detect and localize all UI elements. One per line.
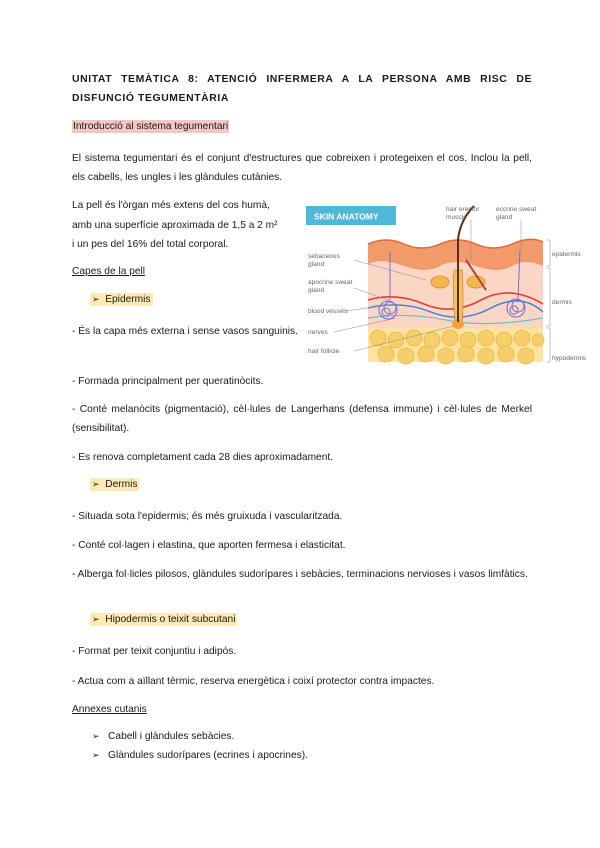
dermis-heading-text: Dermis <box>105 479 138 490</box>
dermis-heading <box>90 479 139 490</box>
svg-text:gland: gland <box>308 287 325 294</box>
epidermis-p3: - Conté melanòcits (pigmentació), cèl·lules de Langerhans (defensa immune) i cèl·lules de Merkel (sensibilitat). <box>72 404 532 434</box>
skin-line-1: La pell és l'òrgan més extens del cos humà, <box>72 200 270 211</box>
arrow-icon: ➢ <box>92 294 100 304</box>
hipodermis-p1: - Format per teixit conjuntiu i adipós. <box>72 646 237 657</box>
label-epidermis: epidermis <box>552 251 581 258</box>
dermis-p3: - Alberga fol·licles pilosos, glàndules sudorípares i sebàcies, terminacions nervioses i vasos limfàtics. <box>72 569 528 580</box>
list-item-text: Glàndules sudorípares (ecrines i apocrines). <box>108 750 308 761</box>
hipodermis-p2: - Actua com a aïllant tèrmic, reserva energètica i coixí protector contra impactes. <box>72 676 435 687</box>
skin-paragraph <box>72 196 302 255</box>
intro-paragraph: El sistema tegumentari és el conjunt d'estructures que cobreixen i protegeixen el cos. Inclou la pell, els cabells, les ungles i les glàndules cutànies. <box>72 153 532 183</box>
annexes-heading: Annexes cutanis <box>72 704 147 715</box>
page-title <box>72 70 532 108</box>
title-line-1: UNITAT TEMÀTICA 8: ATENCIÓ INFERMERA A LA PERSONA AMB RISC DE <box>72 74 532 85</box>
svg-text:gland: gland <box>308 261 325 268</box>
label-blood-vessels: blood vessels <box>308 308 348 315</box>
epidermis-p2: - Formada principalment per queratinòcits. <box>72 376 264 387</box>
sebaceous-gland <box>431 276 449 288</box>
label-eccrine: eccrine sweat <box>496 206 537 213</box>
list-item <box>92 750 308 761</box>
arrow-icon: ➢ <box>92 479 100 489</box>
diagram-title: SKIN ANATOMY <box>314 211 379 222</box>
hipodermis-heading <box>90 614 237 625</box>
skin-anatomy-diagram <box>306 200 598 370</box>
svg-text:muscle: muscle <box>446 214 467 221</box>
epidermis-heading <box>90 294 153 305</box>
label-nerves: nerves <box>308 329 328 336</box>
skin-line-3: i un pes del 16% del total corporal. <box>72 239 229 250</box>
intro-heading-text: Introducció al sistema tegumentari <box>73 121 229 132</box>
label-dermis: dermis <box>552 299 572 306</box>
list-item-text: Cabell i glàndules sebàcies. <box>108 731 235 742</box>
epidermis-p1: - És la capa més externa i sense vasos sanguinis. <box>72 326 298 337</box>
dermis-p2: - Conté col·lagen i elastina, que aporten fermesa i elasticitat. <box>72 540 346 551</box>
label-hair-follicle: hair follicle <box>308 348 340 355</box>
epidermis-p4: - Es renova completament cada 28 dies aproximadament. <box>72 452 334 463</box>
dermis-p1: - Situada sota l'epidermis; és més gruixuda i vascularitzada. <box>72 511 343 522</box>
arrow-icon: ➢ <box>92 614 100 624</box>
title-line-2: DISFUNCIÓ TEGUMENTÀRIA <box>72 93 229 104</box>
label-hair-erector: hair erector <box>446 206 480 213</box>
skin-line-2: amb una superfície aproximada de 1,5 a 2 m² <box>72 219 278 231</box>
arrow-icon: ➢ <box>92 750 100 760</box>
arrow-icon: ➢ <box>92 731 100 741</box>
epidermis-heading-text: Epidermis <box>105 294 151 305</box>
svg-text:gland: gland <box>496 214 513 221</box>
label-apocrine: apocrine sweat <box>308 279 353 286</box>
list-item <box>92 731 234 742</box>
capes-heading: Capes de la pell <box>72 266 146 277</box>
intro-heading <box>72 121 229 132</box>
label-hypodermis: hypodermis <box>552 355 587 362</box>
label-sebaceous: sebaceous <box>308 253 340 260</box>
hipodermis-heading-text: Hipodermis o teixit subcutani <box>105 614 236 625</box>
